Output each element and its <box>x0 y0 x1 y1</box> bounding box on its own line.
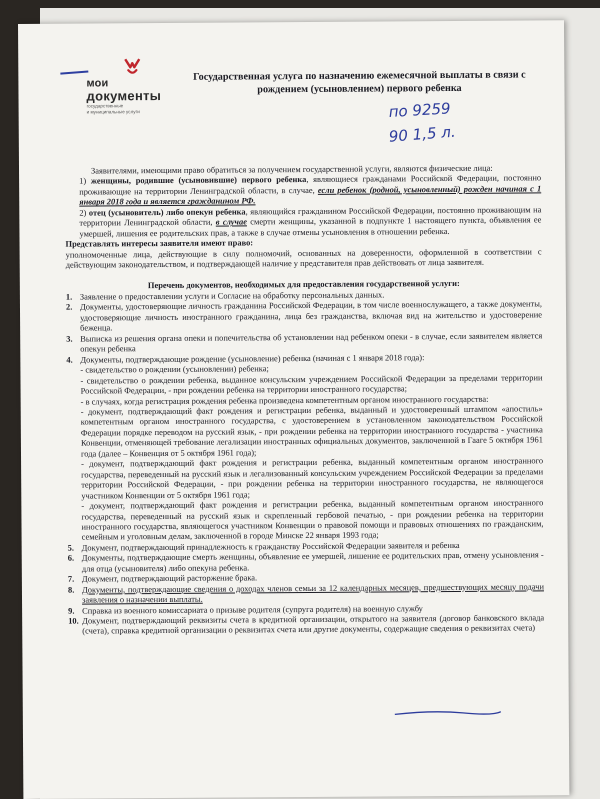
birth-docs-sublist <box>66 362 543 543</box>
sub-item: - документ, подтверждающий факт рождения и регистрации ребенка, выданный компетентным органом иностранного государства, переведенный на русский язык и скрепленный гербовой печатью, - при рождении ребенка на территории иностранного государства, являющегося участником Конвенции о правовой помощи и правовых отношениях по гражданским, семейным и уголовным делам, заключенной в городе Минске 22 января 1993 года; <box>81 497 544 542</box>
documents-heading: Перечень документов, необходимых для предоставления государственной услуги: <box>147 277 460 290</box>
list-item: 7. Документ, подтверждающий расторжение брака. <box>67 572 258 584</box>
document-body <box>65 162 544 636</box>
sub-item: - документ, подтверждающий факт рождения и регистрации ребенка, выданный и удостоверенный штампом «апостиль» компетентным органом иностранного государства, с удостоверением в установленном законодательством Российской Федерации порядке переводом на русский язык, - при рождении ребенка на территории иностранного государства - участника Конвенции, отменяющей требование легализации иностранных официальных документов, заключенной в Гааге 5 октября 1961 года (далее – Конвенция от 5 октября 1961 года); <box>80 403 543 459</box>
handwritten-note-1: по 9259 <box>388 99 452 122</box>
moi-dokumenty-logo <box>86 57 178 118</box>
logo-mark-icon <box>122 57 142 75</box>
sub-item: - в случаях, когда регистрация рождения ребенка произведена компетентным органом иностранного государства: <box>80 393 489 407</box>
list-item: 3. Выписка из решения органа опеки и попечительства об установлении над ребенком опеки - в случае, если заявителем является опекун ребенка <box>66 330 543 354</box>
applicant-item-1: 1) женщины, родившие (усыновившие) первого ребенка, являющиеся гражданами Российской Федерации, постоянно проживающие на территории Ленинградской области, в случае, если ребенок (родной, усыновленный) рожден начиная с 1 января 2018 года и является гражданином РФ. <box>79 172 542 207</box>
pen-dash-mark <box>60 71 88 75</box>
document-title: Государственная услуга по назначению ежемесячной выплаты в связи с рождением (усыновлением) первого ребенка <box>193 69 526 96</box>
applicant-item-2: 2) отец (усыновитель) либо опекун ребенка, являющийся гражданином Российской Федерации, постоянно проживающим на территории Ленинградской области, в случае смерти женщины, указанной в подпункте 1 настоящего пункта, объявления ее умершей, лишения ее родительских прав, а также в случае отмены усыновления в отношении ребенка. <box>79 204 542 239</box>
logo-text-moi: мои <box>86 77 109 90</box>
representatives-text: уполномоченные лица, действующие в силу полномочий, основанных на доверенности, оформленной в соответствии с действующим законодательством, и подтверждающей наличие у представителя прав действовать от лица заявителя. <box>65 245 542 270</box>
list-item: 8. Документы, подтверждающие сведения о доходах членов семьи за 12 календарных месяцев, предшествующих месяцу подачи заявления о назначении выплаты. <box>67 581 544 605</box>
sub-item: - свидетельство о рождении ребенка, выданное консульским учреждением Российской Федерации за пределами территории Российской Федерации, - при рождении ребенка на территории иностранного государства; <box>80 371 543 396</box>
list-item: 9. Справка из военного комиссариата о призыве родителя (супруга родителя) на военную службу <box>68 602 423 616</box>
list-item: 2. Документы, удостоверяющие личность гражданина Российской Федерации, в том числе военнослужащего, а также документы, удостоверяющие личность иностранного гражданина, лица без гражданства, включая вид на жительство и удостоверение беженца. <box>65 298 543 333</box>
list-item: 6. Документы, подтверждающие смерть женщины, объявление ее умершей, лишение ее родительских прав, отмену усыновления - для отца (усыновителя) либо опекуна ребенка. <box>67 549 544 574</box>
sub-item: - свидетельство о рождении (усыновлении) ребенка; <box>80 363 269 375</box>
applicants-paragraph: Заявителями, имеющими право обратиться за получением государственной услуги, являются физические лица: <box>90 162 493 176</box>
representatives-heading: Представлять интересы заявителя имеют право: <box>65 237 254 249</box>
logo-subtitle-1: государственные <box>86 103 124 109</box>
logo-subtitle-2: и муниципальные услуги <box>86 109 140 115</box>
list-item: 1. Заявление о предоставлении услуги и Согласие на обработку персональных данных. <box>65 289 385 302</box>
list-item: 5. Документ, подтверждающий принадлежность к гражданству Российской Федерации заявителя и ребенка <box>67 539 460 553</box>
sub-item: - документ, подтверждающий факт рождения и регистрации ребенка, выданный компетентным органом иностранного государства, переведенный на русский язык и легализованный консульским учреждением Российской Федерации за пределами территории Российской Федерации, - при рождении ребенка на территории иностранного государства, не являющегося участником Конвенции от 5 октября 1961 года; <box>81 455 544 501</box>
list-item: 10. Документ, подтверждающий реквизиты счета в кредитной организации, открытого на заявителя (договор банковского вклада (счета), справка кредитной организации о реквизитах счета или другие документы, содержащие сведения о реквизитах счета) <box>68 612 545 637</box>
document-page <box>18 20 569 799</box>
pen-underline-mark <box>393 709 503 718</box>
logo-text-documents: документы <box>86 88 162 104</box>
list-item: 4. Документы, подтверждающие рождение (усыновление) ребенка (начиная с 1 января 2018 года): <box>66 351 425 365</box>
handwritten-note-2: 90 1,5 л. <box>388 122 457 146</box>
